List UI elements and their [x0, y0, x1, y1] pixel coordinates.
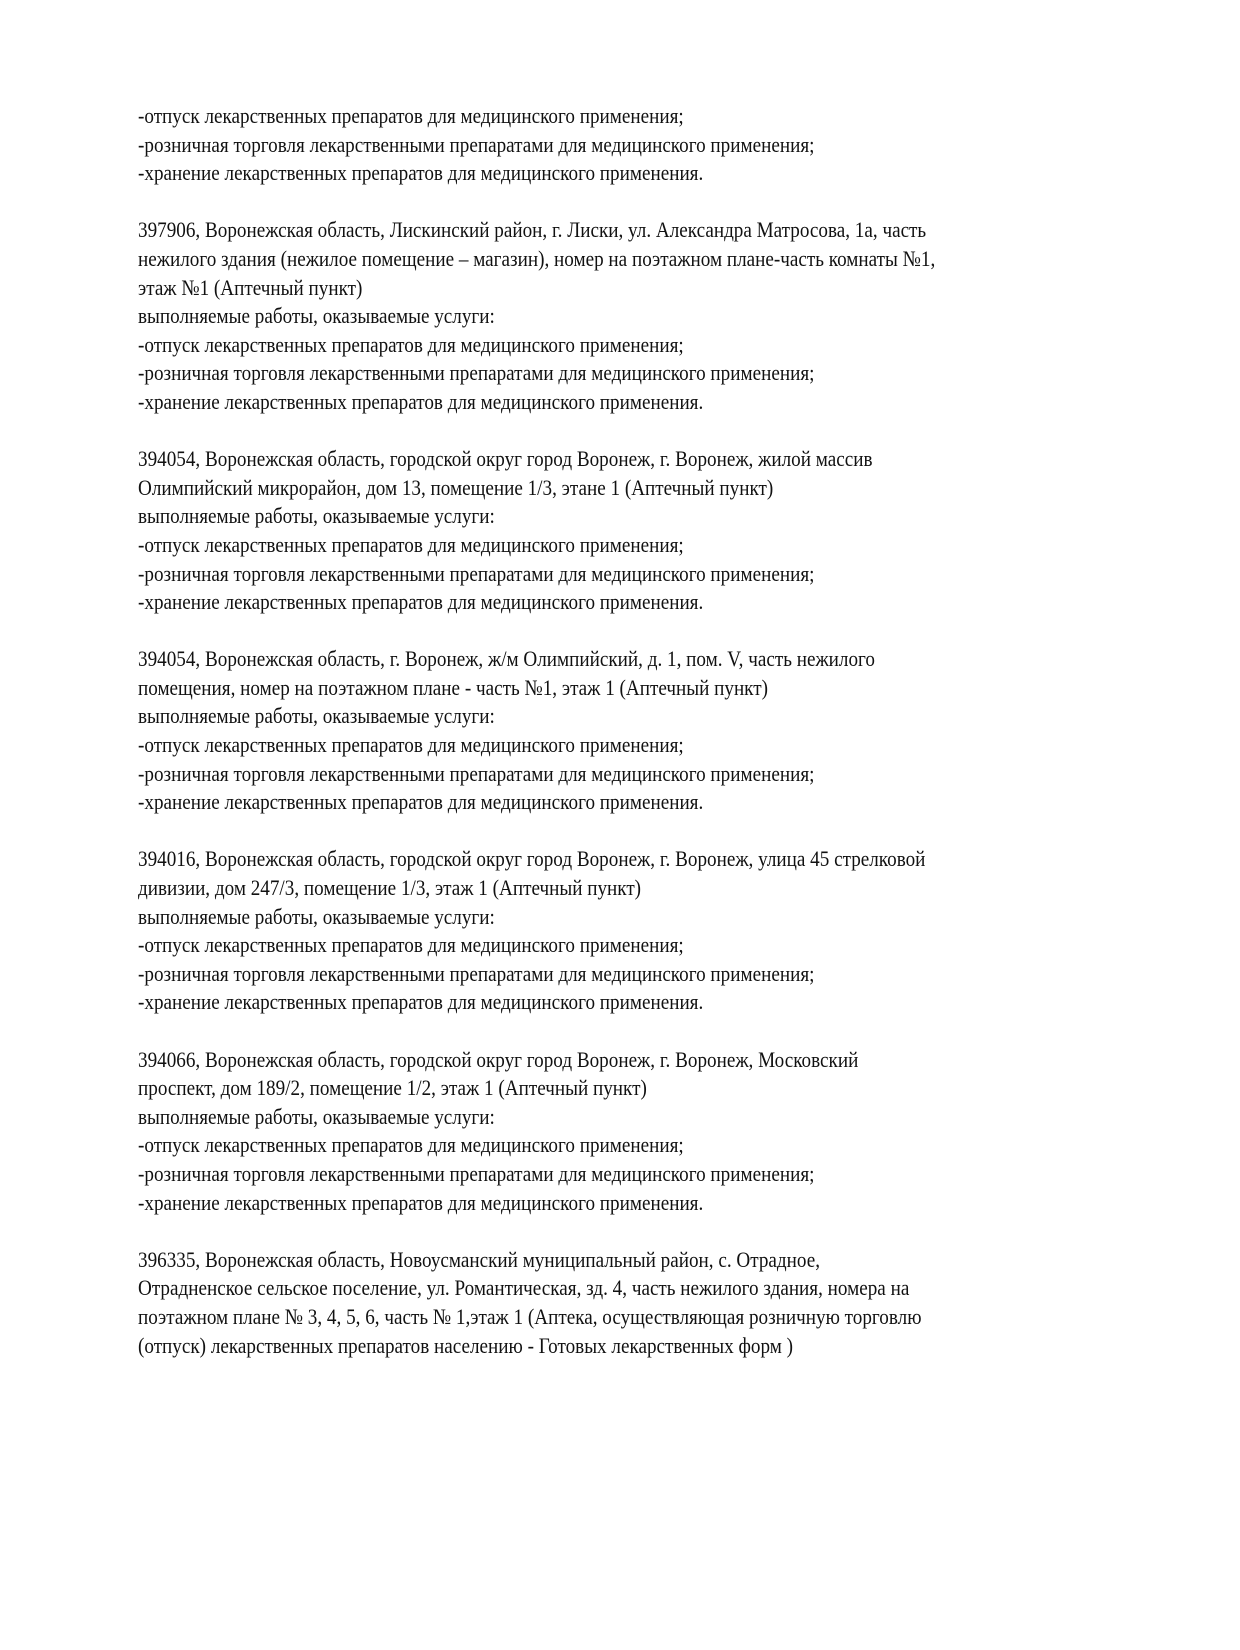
address-line: 394054, Воронежская область, городской округ город Воронеж, г. Воронеж, жилой массив [138, 446, 873, 472]
address-line: 394054, Воронежская область, г. Воронеж, ж/м Олимпийский, д. 1, пом. V, часть нежилого [138, 646, 875, 672]
service-item: -хранение лекарственных препаратов для медицинского применения. [138, 789, 704, 815]
blank-line [138, 617, 1054, 646]
blank-line [138, 1017, 1054, 1046]
service-item: -отпуск лекарственных препаратов для медицинского применения; [138, 1132, 684, 1158]
service-item: -хранение лекарственных препаратов для медицинского применения. [138, 989, 704, 1015]
address-line: (отпуск) лекарственных препаратов населению - Готовых лекарственных форм ) [138, 1332, 794, 1358]
service-item: -хранение лекарственных препаратов для медицинского применения. [138, 160, 704, 186]
document-page [138, 102, 1054, 1360]
services-heading: выполняемые работы, оказываемые услуги: [138, 1103, 495, 1129]
service-item: -отпуск лекарственных препаратов для медицинского применения; [138, 331, 684, 357]
service-item: -розничная торговля лекарственными препаратами для медицинского применения; [138, 560, 815, 586]
service-item: -розничная торговля лекарственными препаратами для медицинского применения; [138, 960, 815, 986]
address-line: нежилого здания (нежилое помещение – магазин), номер на поэтажном плане-часть комнаты №1, [138, 245, 936, 271]
blank-line [138, 1217, 1054, 1246]
service-item: -отпуск лекарственных препаратов для медицинского применения; [138, 932, 684, 958]
address-line: дивизии, дом 247/3, помещение 1/3, этаж 1 (Аптечный пункт) [138, 875, 642, 901]
service-item: -розничная торговля лекарственными препаратами для медицинского применения; [138, 131, 815, 157]
services-heading: выполняемые работы, оказываемые услуги: [138, 503, 495, 529]
address-line: помещения, номер на поэтажном плане - часть №1, этаж 1 (Аптечный пункт) [138, 674, 768, 700]
address-line: Олимпийский микрорайон, дом 13, помещение 1/3, этане 1 (Аптечный пункт) [138, 474, 774, 500]
services-heading: выполняемые работы, оказываемые услуги: [138, 303, 495, 329]
service-item: -розничная торговля лекарственными препаратами для медицинского применения; [138, 760, 815, 786]
address-line: 394016, Воронежская область, городской округ город Воронеж, г. Воронеж, улица 45 стрелковой [138, 846, 926, 872]
address-line: поэтажном плане № 3, 4, 5, 6, часть № 1,этаж 1 (Аптека, осуществляющая розничную торговлю [138, 1303, 922, 1329]
service-item: -розничная торговля лекарственными препаратами для медицинского применения; [138, 360, 815, 386]
address-line: Отрадненское сельское поселение, ул. Романтическая, зд. 4, часть нежилого здания, номера на [138, 1275, 910, 1301]
blank-line [138, 188, 1054, 217]
service-item: -отпуск лекарственных препаратов для медицинского применения; [138, 732, 684, 758]
services-heading: выполняемые работы, оказываемые услуги: [138, 703, 495, 729]
address-line: 397906, Воронежская область, Лискинский район, г. Лиски, ул. Александра Матросова, 1а, часть [138, 217, 927, 243]
blank-line [138, 417, 1054, 446]
service-item: -розничная торговля лекарственными препаратами для медицинского применения; [138, 1160, 815, 1186]
service-item: -хранение лекарственных препаратов для медицинского применения. [138, 388, 704, 414]
service-item: -хранение лекарственных препаратов для медицинского применения. [138, 1189, 704, 1215]
service-item: -отпуск лекарственных препаратов для медицинского применения; [138, 103, 684, 128]
address-line: проспект, дом 189/2, помещение 1/2, этаж 1 (Аптечный пункт) [138, 1075, 647, 1101]
address-line: этаж №1 (Аптечный пункт) [138, 274, 363, 300]
service-item: -отпуск лекарственных препаратов для медицинского применения; [138, 531, 684, 557]
service-item: -хранение лекарственных препаратов для медицинского применения. [138, 589, 704, 615]
address-line: 394066, Воронежская область, городской округ город Воронеж, г. Воронеж, Московский [138, 1046, 859, 1072]
address-line: 396335, Воронежская область, Новоусманский муниципальный район, с. Отрадное, [138, 1246, 820, 1272]
services-heading: выполняемые работы, оказываемые услуги: [138, 903, 495, 929]
blank-line [138, 817, 1054, 846]
